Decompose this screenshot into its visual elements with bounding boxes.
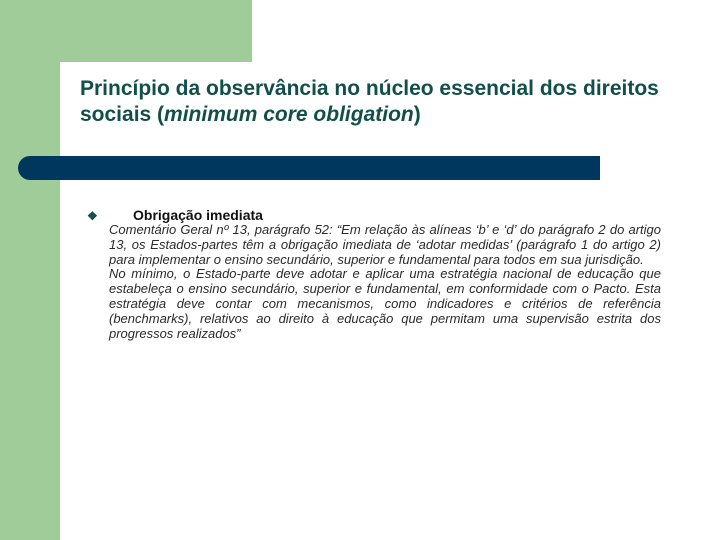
title-emphasis: minimum core obligation (164, 103, 414, 126)
title-underline-bar (18, 156, 600, 180)
slide-body (87, 207, 661, 341)
slide-title (80, 76, 690, 128)
decorative-side-strip (0, 0, 60, 540)
title-main: Princípio da observância no núcleo essencial dos direitos sociais ( (80, 77, 659, 126)
diamond-cluster-icon: ❖ (87, 209, 98, 223)
body-paragraph-1: Comentário Geral nº 13, parágrafo 52: “Em relação às alíneas ‘b’ e ‘d’ do parágrafo 2 do artigo 13, os Estados-partes têm a obrigação imediata de ‘adotar medidas’ (parágrafo 1 do artigo 2) para implementar o ensino secundário, superior e fundamental para todos em sua jurisdição. (109, 222, 661, 267)
body-paragraph-2: No mínimo, o Estado-parte deve adotar e aplicar uma estratégia nacional de educação que estabeleça o ensino secundário, superior e fundamental, em conformidade com o Pacto. Esta estratégia deve contar com mecanismos, como indicadores e critérios de referência (benchmarks), relativos ao direito à educação que permitam uma supervisão estrita dos progressos realizados” (109, 266, 661, 341)
bullet-label: Obrigação imediata (133, 207, 263, 223)
decorative-top-block (0, 0, 252, 62)
title-end: ) (413, 103, 421, 126)
bullet-heading (87, 207, 661, 223)
